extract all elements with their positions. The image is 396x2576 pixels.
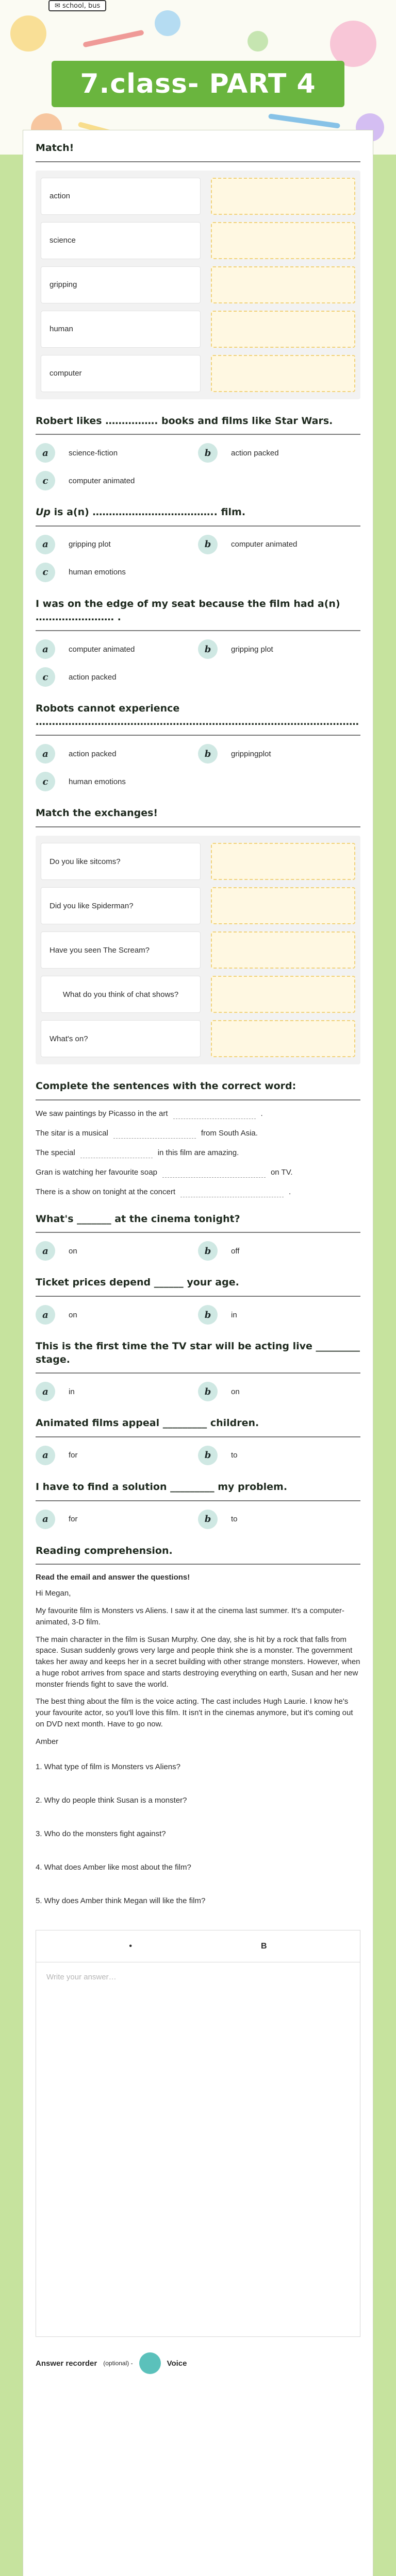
question-mc-4 — [36, 598, 360, 687]
question-mc-9 — [36, 1276, 360, 1325]
option-text: computer animated — [69, 476, 135, 485]
title-rest: is a(n) ……………………………….. film. — [51, 506, 246, 518]
email-paragraph: The best thing about the film is the voice acting. The cast includes Hugh Laurie. I know he's your favourite actor, so you'll love this film. It isn't in the cinemas anymore, but it's coming out on DVD next month. Have to go now. — [36, 1697, 353, 1728]
answer-option[interactable] — [198, 744, 360, 764]
match-item[interactable]: Did you like Spiderman? — [41, 887, 201, 924]
question-title: I have to find a solution _________ my problem. — [36, 1481, 360, 1501]
answer-option[interactable] — [198, 1446, 360, 1465]
drop-zone[interactable] — [211, 843, 355, 880]
fill-sentence — [36, 1167, 360, 1178]
match-item[interactable]: What's on? — [41, 1020, 201, 1057]
match-item[interactable]: human — [41, 311, 201, 348]
answer-textarea[interactable]: Write your answer… — [46, 1973, 117, 1982]
option-text: on — [69, 1246, 77, 1256]
match-item[interactable]: Have you seen The Scream? — [41, 931, 201, 969]
drop-zone[interactable] — [211, 222, 355, 259]
answer-option[interactable] — [36, 1241, 198, 1261]
answer-option[interactable] — [198, 1241, 360, 1261]
answer-option[interactable] — [36, 535, 198, 554]
question-title: Reading comprehension. — [36, 1545, 360, 1565]
comprehension-question: 2. Why do people think Susan is a monster? — [36, 1796, 187, 1805]
record-button[interactable] — [139, 2352, 161, 2374]
option-letter: a — [36, 1510, 55, 1529]
drop-zone[interactable] — [211, 976, 355, 1013]
option-text: grippingplot — [231, 749, 271, 758]
answer-option[interactable] — [198, 535, 360, 554]
drop-zone[interactable] — [211, 931, 355, 969]
option-text: to — [231, 1451, 238, 1460]
sentence-end: in this film are amazing. — [157, 1148, 239, 1158]
option-letter: a — [36, 639, 55, 659]
title-emphasis: Up — [36, 506, 51, 518]
option-text: for — [69, 1515, 78, 1524]
question-mc-3 — [36, 506, 360, 582]
sentence-end: . — [260, 1109, 263, 1118]
option-letter: c — [36, 772, 55, 791]
sentence-start: The special — [36, 1148, 75, 1158]
worksheet — [23, 130, 373, 2576]
voice-label: Voice — [167, 2359, 187, 2368]
option-letter: a — [36, 535, 55, 554]
option-text: on — [69, 1310, 77, 1319]
question-title — [36, 506, 360, 527]
drop-zone[interactable] — [211, 1020, 355, 1057]
blank-input[interactable] — [162, 1167, 266, 1178]
email-paragraph: My favourite film is Monsters vs Aliens. I saw it at the cinema last summer. It's a computer-animated, 3-D film. — [36, 1606, 344, 1626]
match-area — [36, 171, 360, 399]
pencil-doodle — [268, 113, 340, 128]
sentence-start: We saw paintings by Picasso in the art — [36, 1109, 168, 1118]
option-letter: b — [198, 1241, 218, 1261]
answer-option[interactable] — [36, 1305, 198, 1325]
answer-option[interactable] — [36, 772, 198, 791]
option-text: to — [231, 1515, 238, 1524]
option-text: in — [231, 1310, 237, 1319]
question-mc-12 — [36, 1481, 360, 1529]
option-letter: c — [36, 563, 55, 582]
question-title: Complete the sentences with the correct word: — [36, 1080, 360, 1100]
question-title: Animated films appeal _________ children. — [36, 1417, 360, 1437]
page-title: 7.class- PART 4 — [52, 61, 344, 107]
doodle-shape — [155, 10, 180, 36]
match-area — [36, 836, 360, 1064]
question-match-1 — [36, 142, 360, 399]
option-text: on — [231, 1387, 240, 1396]
fill-sentence — [36, 1187, 360, 1197]
option-text: human emotions — [69, 568, 126, 577]
doodle-shape — [10, 15, 46, 52]
answer-option[interactable] — [198, 443, 360, 463]
recorder-label: Answer recorder — [36, 2359, 97, 2368]
question-title: Robots cannot experience ……………………………………………………………………………………… — [36, 702, 360, 736]
question-mc-8 — [36, 1213, 360, 1261]
question-title: What's _______ at the cinema tonight? — [36, 1213, 360, 1233]
question-mc-11 — [36, 1417, 360, 1465]
option-letter: a — [36, 1382, 55, 1401]
answer-option[interactable] — [198, 1510, 360, 1529]
answer-option[interactable] — [36, 667, 198, 687]
question-match-6 — [36, 807, 360, 1064]
answer-option[interactable] — [36, 443, 198, 463]
sentence-end: . — [289, 1188, 291, 1197]
option-text: in — [69, 1387, 75, 1396]
drop-zone[interactable] — [211, 355, 355, 392]
drop-zone[interactable] — [211, 887, 355, 924]
comprehension-question: 3. Who do the monsters fight against? — [36, 1829, 166, 1839]
match-item[interactable]: Do you like sitcoms? — [41, 843, 201, 880]
option-letter: b — [198, 1446, 218, 1465]
option-letter: b — [198, 443, 218, 463]
option-text: action packed — [69, 672, 117, 682]
option-text: gripping plot — [231, 645, 273, 654]
answer-option[interactable] — [198, 639, 360, 659]
match-item[interactable]: computer — [41, 355, 201, 392]
drop-zone[interactable] — [211, 311, 355, 348]
question-title: Robert likes ……………. books and films like Star Wars. — [36, 415, 360, 435]
option-letter: b — [198, 744, 218, 764]
question-title: This is the first time the TV star will be acting live _________ stage. — [36, 1340, 360, 1374]
sentence-start: There is a show on tonight at the concert — [36, 1188, 175, 1197]
option-text: science-fiction — [69, 448, 118, 457]
comprehension-question: 5. Why does Amber think Megan will like the film? — [36, 1896, 206, 1906]
drop-zone[interactable] — [211, 266, 355, 303]
option-letter: b — [198, 639, 218, 659]
question-title: I was on the edge of my seat because the film had a(n) …………………… . — [36, 598, 360, 631]
question-mc-5 — [36, 702, 360, 791]
sentence-start: The sitar is a musical — [36, 1129, 108, 1138]
option-text: for — [69, 1451, 78, 1460]
recorder-optional: (optional) - — [103, 2360, 133, 2367]
option-letter: c — [36, 667, 55, 687]
answer-option[interactable] — [36, 1382, 198, 1401]
banner-tag: ✉ school, bus — [48, 0, 106, 11]
question-title: Ticket prices depend ______ your age. — [36, 1276, 360, 1297]
answer-option[interactable] — [36, 1510, 198, 1529]
comprehension-questions — [36, 1762, 360, 1905]
answer-option[interactable] — [198, 1382, 360, 1401]
option-text: computer animated — [231, 540, 298, 549]
question-title: Match! — [36, 142, 360, 162]
editor-toolbar — [36, 1930, 360, 1962]
answer-option[interactable] — [198, 1305, 360, 1325]
comprehension-question: 4. What does Amber like most about the film? — [36, 1863, 191, 1872]
answer-option[interactable] — [36, 471, 198, 490]
answer-editor — [36, 1930, 360, 2337]
blank-input[interactable] — [180, 1187, 284, 1197]
email-paragraph: The main character in the film is Susan Murphy. One day, she is hit by a rock that falls from space. Susan suddenly grows very large and people think she is a monster. The government takes her away and keeps her in a secret building with other strange monsters. However, when a huge robot arrives from space and starts destroying everything on earth, Susan and her new monster friends fight to save the world. — [36, 1635, 360, 1689]
blank-input[interactable] — [173, 1109, 256, 1119]
option-text: gripping plot — [69, 540, 111, 549]
bold-button[interactable]: B — [261, 1941, 267, 1951]
reading-instruction: Read the email and answer the questions! — [36, 1573, 190, 1582]
email-signoff: Amber — [36, 1737, 59, 1746]
fill-sentence — [36, 1109, 360, 1119]
option-text: human emotions — [69, 777, 126, 786]
bullet-button[interactable]: • — [129, 1941, 133, 1951]
option-letter: a — [36, 1446, 55, 1465]
sentence-end: on TV. — [270, 1168, 293, 1177]
question-fill-7 — [36, 1080, 360, 1197]
question-mc-2 — [36, 415, 360, 491]
option-text: action packed — [69, 749, 117, 758]
option-letter: b — [198, 1382, 218, 1401]
answer-recorder — [36, 2352, 360, 2374]
blank-input[interactable] — [80, 1148, 153, 1158]
answer-option[interactable] — [36, 639, 198, 659]
question-mc-10 — [36, 1340, 360, 1401]
reading-comprehension — [36, 1545, 360, 2375]
option-letter: b — [198, 535, 218, 554]
answer-option[interactable] — [36, 744, 198, 764]
option-letter: b — [198, 1305, 218, 1325]
doodle-shape — [330, 21, 376, 67]
drop-zone[interactable] — [211, 178, 355, 215]
match-item[interactable]: action — [41, 178, 201, 215]
option-text: action packed — [231, 448, 279, 457]
answer-option[interactable] — [36, 563, 198, 582]
option-letter: a — [36, 443, 55, 463]
option-letter: a — [36, 744, 55, 764]
option-text: off — [231, 1246, 240, 1256]
option-letter: a — [36, 1305, 55, 1325]
blank-input[interactable] — [113, 1128, 196, 1139]
option-letter: b — [198, 1510, 218, 1529]
email-greeting: Hi Megan, — [36, 1589, 71, 1598]
fill-sentence — [36, 1148, 360, 1158]
match-item[interactable]: gripping — [41, 266, 201, 303]
fill-sentence — [36, 1128, 360, 1139]
doodle-shape — [248, 31, 268, 52]
match-item[interactable]: science — [41, 222, 201, 259]
option-text: computer animated — [69, 645, 135, 654]
pencil-doodle — [82, 30, 144, 48]
answer-option[interactable] — [36, 1446, 198, 1465]
match-item[interactable]: What do you think of chat shows? — [41, 976, 201, 1013]
option-letter: c — [36, 471, 55, 490]
comprehension-question: 1. What type of film is Monsters vs Aliens? — [36, 1762, 180, 1772]
option-letter: a — [36, 1241, 55, 1261]
sentence-start: Gran is watching her favourite soap — [36, 1168, 157, 1177]
sentence-end: from South Asia. — [201, 1129, 258, 1138]
question-title: Match the exchanges! — [36, 807, 360, 827]
